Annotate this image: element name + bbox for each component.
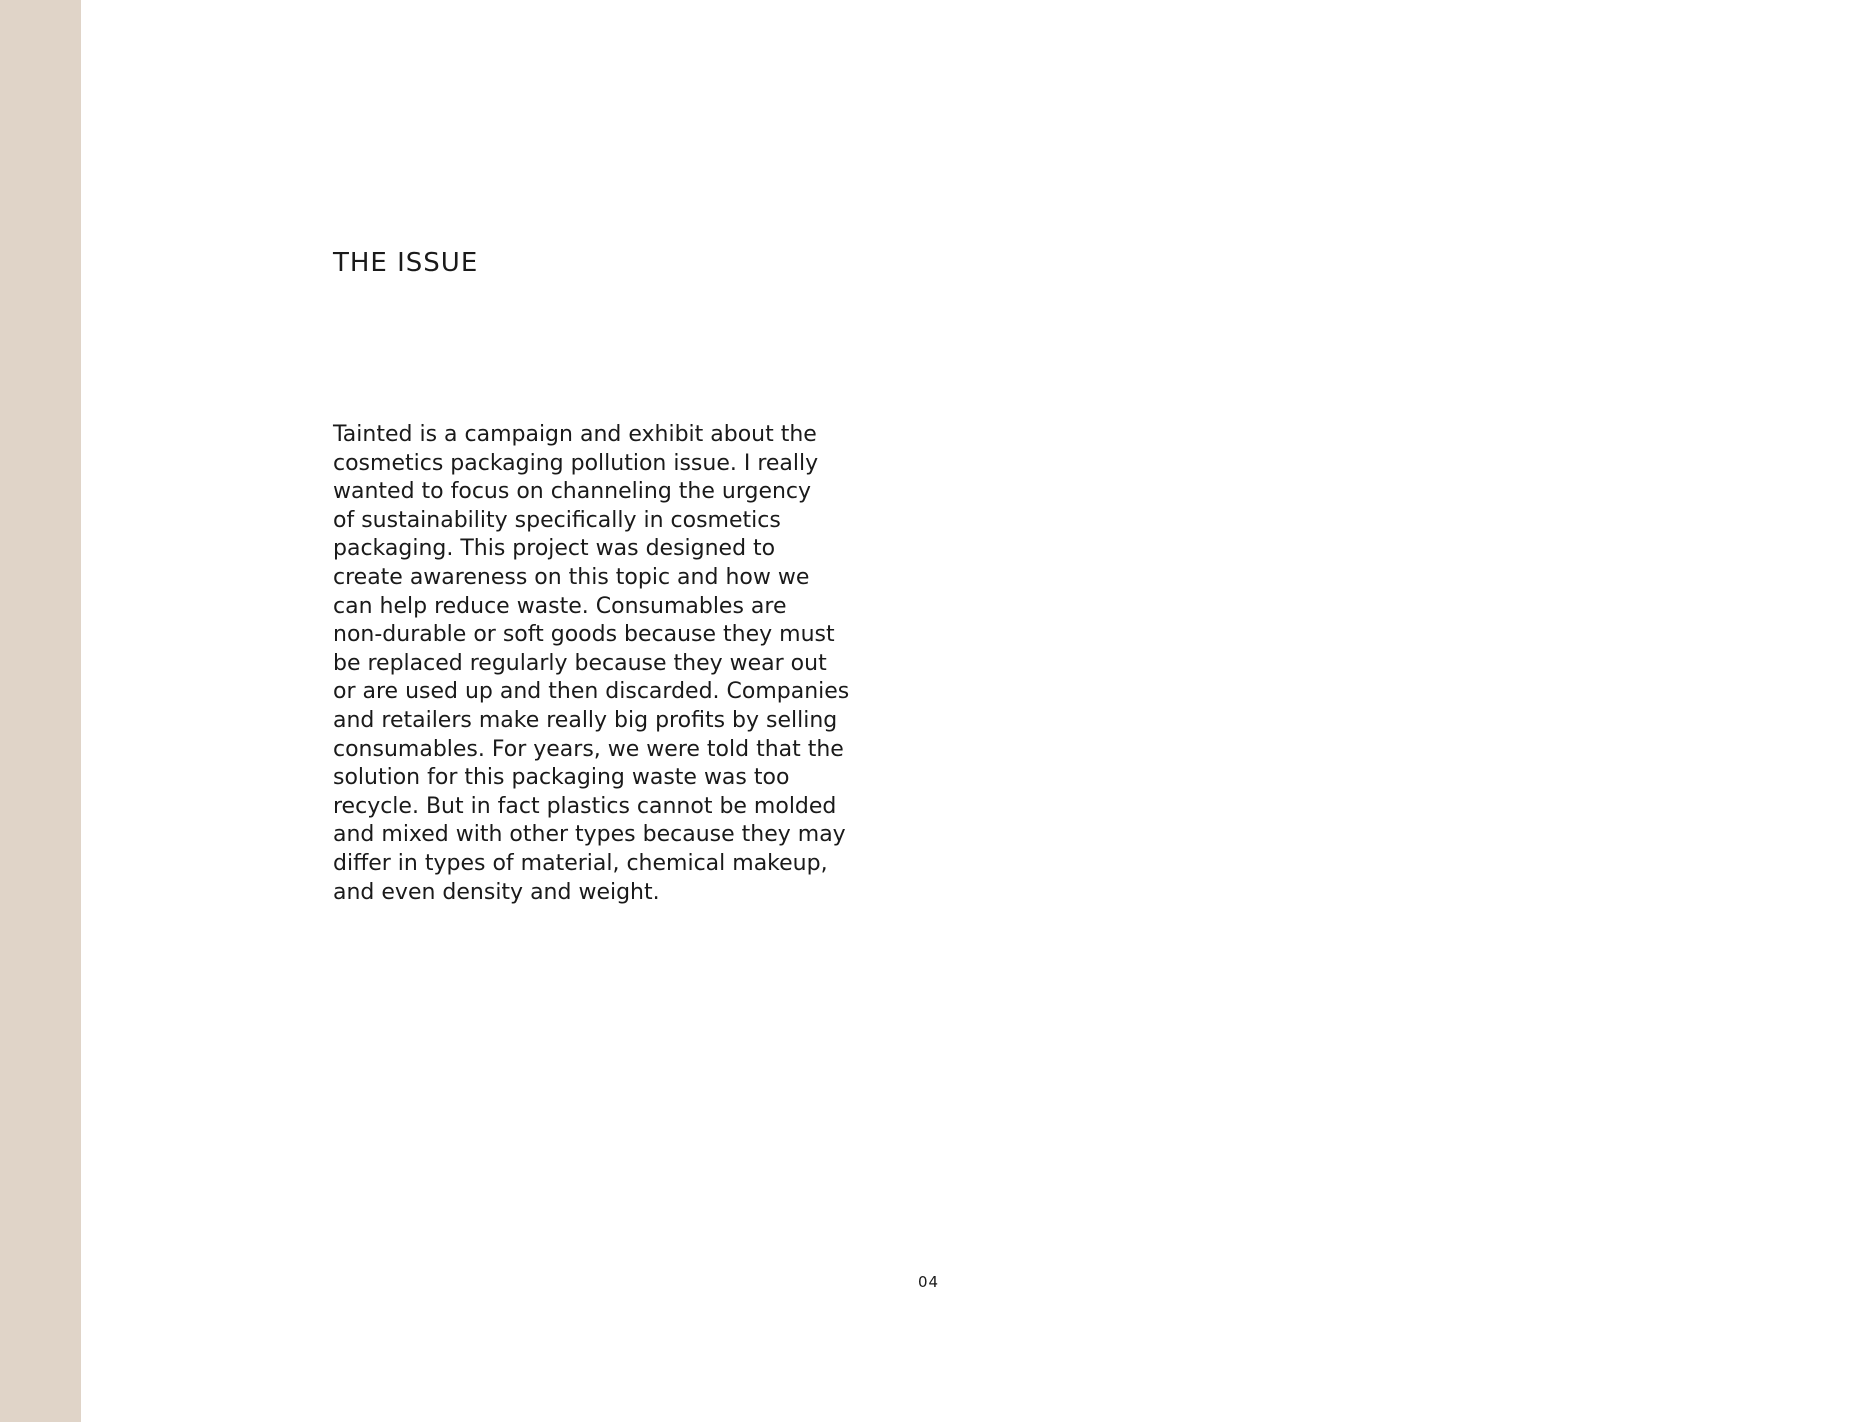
body-line: or are used up and then discarded. Companies [333, 679, 850, 705]
body-line: of sustainability specifically in cosmetics [333, 507, 781, 533]
body-line: and mixed with other types because they may [333, 822, 846, 848]
body-line: solution for this packaging waste was too [333, 765, 790, 791]
body-line: recycle. But in fact plastics cannot be molded [333, 793, 837, 819]
body-line: differ in types of material, chemical makeup, [333, 850, 828, 876]
body-line: consumables. For years, we were told that the [333, 736, 844, 762]
body-line: and retailers make really big profits by selling [333, 707, 838, 733]
page-number: 04 [918, 1273, 940, 1291]
body-line: packaging. This project was designed to [333, 536, 776, 562]
body-paragraph [333, 421, 849, 907]
section-heading: THE ISSUE [333, 248, 479, 278]
body-line: Tainted is a campaign and exhibit about the [333, 422, 817, 447]
body-line: create awareness on this topic and how we [333, 564, 810, 590]
body-line: be replaced regularly because they wear out [333, 650, 827, 676]
body-line: can help reduce waste. Consumables are [333, 593, 787, 619]
body-line: wanted to focus on channeling the urgency [333, 479, 812, 505]
side-color-band [0, 0, 81, 1422]
body-line: non-durable or soft goods because they must [333, 622, 835, 648]
body-line: cosmetics packaging pollution issue. I really [333, 450, 819, 476]
body-line: and even density and weight. [333, 879, 660, 905]
